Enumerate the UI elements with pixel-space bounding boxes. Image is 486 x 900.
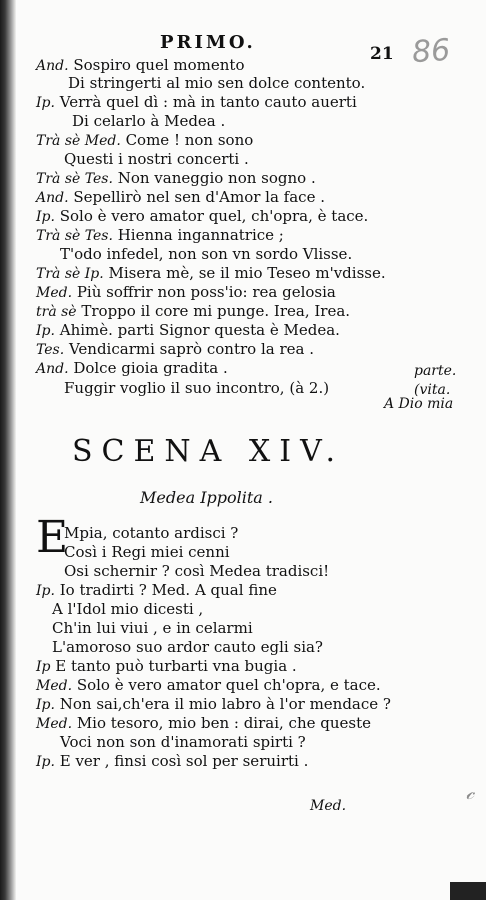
speaker-tag: trà sè	[36, 304, 77, 320]
dialogue-line	[64, 379, 329, 398]
line-text: Ch'in lui viui , e in celarmi	[52, 619, 253, 637]
dialogue-line	[36, 676, 381, 695]
dialogue-line	[72, 112, 225, 131]
line-text: E ver , finsi così sol per seruirti .	[59, 752, 309, 770]
speaker-tag: Ip.	[36, 95, 55, 111]
dialogue-line	[36, 359, 228, 378]
speaker-tag: Med.	[36, 678, 73, 694]
running-title: PRIMO.	[160, 32, 256, 53]
line-text: Vendicarmi saprò contro la rea .	[68, 340, 314, 358]
catchword: Med.	[310, 798, 347, 814]
dialogue-line	[36, 695, 391, 714]
speaker-tag: Ip.	[36, 323, 55, 339]
speaker-tag: Ip.	[36, 697, 55, 713]
line-text: Osi schernir ? così Medea tradisci!	[64, 562, 330, 580]
line-text: Più soffrir non poss'io: rea gelosia	[76, 283, 336, 301]
speaker-tag: Trà sè Tes.	[36, 228, 113, 244]
line-text: Di stringerti al mio sen dolce contento.	[68, 74, 366, 92]
dialogue-line	[64, 543, 230, 562]
line-text: Sepellirò nel sen d'Amor la face .	[73, 188, 325, 206]
line-text: Non sai,ch'era il mio labro à l'or mendace ?	[59, 695, 391, 713]
speaker-tag: Med.	[36, 716, 73, 732]
dialogue-line	[52, 600, 203, 619]
dialogue-line	[60, 733, 306, 752]
margin-note: A Dio mia	[384, 396, 454, 412]
line-text: Questi i nostri concerti .	[64, 150, 249, 168]
line-text: Sospiro quel momento	[73, 56, 245, 74]
line-text: A l'Idol mio dicesti ,	[52, 600, 204, 618]
dialogue-line	[36, 283, 336, 302]
dialogue-line	[52, 638, 323, 657]
line-text: Io tradirti ? Med. A qual fine	[59, 581, 277, 599]
line-text: Solo è vero amator quel, ch'opra, è tace.	[59, 207, 369, 225]
dialogue-line	[36, 340, 314, 359]
dialogue-line	[64, 150, 249, 169]
dialogue-line	[68, 74, 365, 93]
page-number: 21	[370, 44, 394, 64]
line-text: Fuggir voglio il suo incontro, (à 2.)	[64, 379, 330, 397]
speaker-tag: Tes.	[36, 342, 65, 358]
dialogue-line	[60, 245, 352, 264]
dialogue-line	[36, 714, 371, 733]
line-text: E tanto può turbarti vna bugia .	[55, 657, 297, 675]
dialogue-line	[52, 619, 253, 638]
speaker-tag: And.	[36, 190, 69, 206]
line-text: Come ! non sono	[125, 131, 254, 149]
dialogue-line	[36, 302, 350, 321]
line-text: Hienna ingannatrice ;	[117, 226, 284, 244]
speaker-tag: Ip.	[36, 209, 55, 225]
page-corner-shadow	[450, 882, 486, 900]
dialogue-line	[36, 226, 284, 245]
dialogue-line	[36, 752, 308, 771]
line-text: T'odo infedel, non son vn sordo Vlisse.	[60, 245, 353, 263]
dialogue-line	[64, 524, 238, 543]
speaker-tag: Trà sè Tes.	[36, 171, 113, 187]
line-text: Così i Regi miei cenni	[64, 543, 230, 561]
speaker-tag: Ip.	[36, 754, 55, 770]
pencil-annotation: 86	[410, 32, 452, 71]
dialogue-line	[36, 657, 297, 676]
speaker-tag: Ip	[36, 659, 51, 675]
speaker-tag: And.	[36, 58, 69, 74]
line-text: Dolce gioia gradita .	[73, 359, 228, 377]
dialogue-line	[36, 56, 244, 75]
line-text: Misera mè, se il mio Teseo m'vdisse.	[108, 264, 386, 282]
line-text: Troppo il core mi punge. Irea, Irea.	[81, 302, 351, 320]
dialogue-line	[36, 264, 386, 283]
speaker-tag: Ip.	[36, 583, 55, 599]
speaker-tag: Trà sè Ip.	[36, 266, 104, 282]
speaker-tag: Med.	[36, 285, 73, 301]
line-text: Verrà quel dì : mà in tanto cauto auerti	[59, 93, 357, 111]
dialogue-line	[36, 207, 368, 226]
dialogue-line	[36, 188, 325, 207]
line-text: Di celarlo à Medea .	[72, 112, 226, 130]
dialogue-line	[36, 169, 316, 188]
line-text: Non vaneggio non sogno .	[117, 169, 316, 187]
dialogue-line	[36, 93, 357, 112]
speaker-tag: Trà sè Med.	[36, 133, 121, 149]
dialogue-line	[36, 321, 340, 340]
line-text: Voci non son d'inamorati spirti ?	[60, 733, 306, 751]
line-text: Mpia, cotanto ardisci ?	[64, 524, 239, 542]
line-text: Mio tesoro, mio ben : dirai, che queste	[76, 714, 371, 732]
line-text: L'amoroso suo ardor cauto egli sia?	[52, 638, 323, 656]
scene-title: SCENA XIV.	[72, 434, 345, 469]
dialogue-line	[64, 562, 329, 581]
margin-note: (vita.	[414, 382, 451, 398]
dialogue-line	[36, 581, 277, 600]
margin-note: parte.	[414, 363, 457, 379]
binding-gutter	[0, 0, 16, 900]
bleed-through-mark: 𝒸	[466, 780, 475, 804]
dialogue-line	[36, 131, 253, 150]
line-text: Ahimè. parti Signor questa è Medea.	[59, 321, 340, 339]
scene-characters: Medea Ippolita .	[140, 488, 273, 507]
speaker-tag: And.	[36, 361, 69, 377]
line-text: Solo è vero amator quel ch'opra, e tace.	[76, 676, 381, 694]
drop-cap: E	[36, 512, 69, 563]
